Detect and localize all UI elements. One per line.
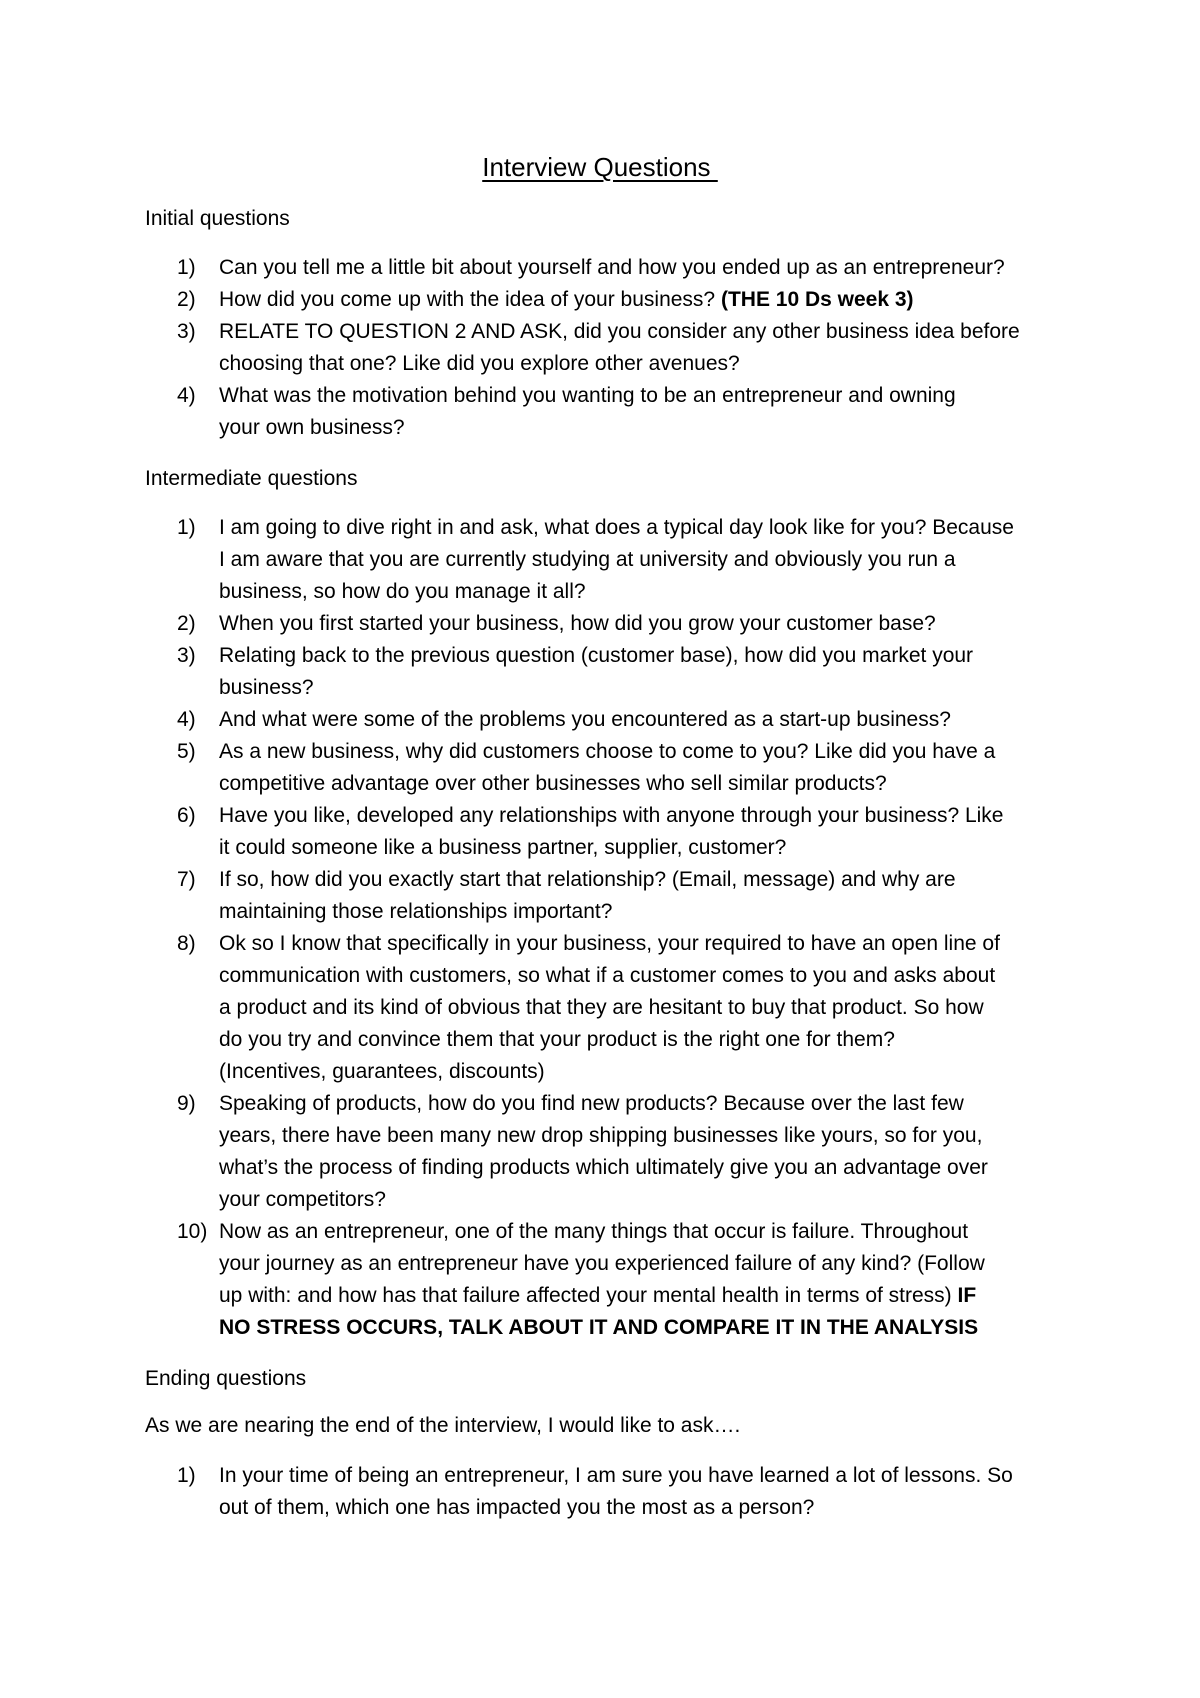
page-title: Interview Questions: [482, 152, 718, 182]
question-number: 5): [177, 740, 196, 763]
question-text-segment: a product and its kind of obvious that they are hesitant to buy that product. So how: [219, 996, 984, 1019]
question-text-line: [219, 672, 1075, 704]
question-item: [145, 1088, 1075, 1216]
question-text-segment: RELATE TO QUESTION 2 AND ASK, did you consider any other business idea before: [219, 320, 1020, 343]
question-text-line: [219, 608, 1075, 640]
question-number: 4): [177, 708, 196, 731]
question-item: [145, 864, 1075, 928]
question-text-segment: years, there have been many new drop shipping businesses like yours, so for you,: [219, 1124, 983, 1147]
question-item: [145, 800, 1075, 864]
question-text-segment: business, so how do you manage it all?: [219, 580, 586, 603]
question-item: [145, 1216, 1075, 1344]
question-text-line: [219, 800, 1075, 832]
question-item: [145, 608, 1075, 640]
question-text-line: [219, 1460, 1075, 1492]
question-text-segment: And what were some of the problems you encountered as a start-up business?: [219, 708, 951, 731]
ending-questions-heading: Ending questions: [145, 1367, 307, 1390]
question-item: [145, 284, 1075, 316]
question-text-segment: your competitors?: [219, 1188, 386, 1211]
question-text-line: [219, 928, 1075, 960]
question-text-line: [219, 896, 1075, 928]
question-text-line: [219, 1088, 1075, 1120]
question-text-line: [219, 544, 1075, 576]
question-text-segment: your own business?: [219, 416, 405, 439]
question-number: 4): [177, 384, 196, 407]
question-text-line: [219, 992, 1075, 1024]
question-item: [145, 252, 1075, 284]
question-text-line: [219, 864, 1075, 896]
question-text: [219, 380, 1075, 444]
question-number: 2): [177, 288, 196, 311]
question-item: [145, 704, 1075, 736]
question-text: [219, 284, 1075, 316]
question-text-segment: I am aware that you are currently studying at university and obviously you run a: [219, 548, 956, 571]
question-text-line: [219, 640, 1075, 672]
question-text-line: [219, 1248, 1075, 1280]
question-text: [219, 864, 1075, 928]
question-text-segment: Now as an entrepreneur, one of the many things that occur is failure. Throughout: [219, 1220, 969, 1243]
question-text-line: [219, 1152, 1075, 1184]
question-text-line: [219, 704, 1075, 736]
question-text-segment: (Incentives, guarantees, discounts): [219, 1060, 545, 1083]
question-text-line: [219, 1056, 1075, 1088]
question-text-line: [219, 576, 1075, 608]
question-text-segment: it could someone like a business partner, supplier, customer?: [219, 836, 787, 859]
ending-intro-text: As we are nearing the end of the interview, I would like to ask….: [145, 1414, 741, 1437]
question-text-segment: Relating back to the previous question (customer base), how did you market your: [219, 644, 974, 667]
question-number: 1): [177, 256, 196, 279]
question-number: 7): [177, 868, 196, 891]
question-number: 1): [177, 516, 196, 539]
question-text: [219, 736, 1075, 800]
question-text-segment: When you first started your business, how did you grow your customer base?: [219, 612, 936, 635]
question-item: [145, 512, 1075, 608]
question-text: [219, 640, 1075, 704]
question-text-line: [219, 1216, 1075, 1248]
ending-questions-list: [145, 1460, 1075, 1524]
question-text-line: [219, 512, 1075, 544]
question-text-segment: If so, how did you exactly start that relationship? (Email, message) and why are: [219, 868, 956, 891]
question-text-segment: In your time of being an entrepreneur, I am sure you have learned a lot of lessons. So: [219, 1464, 1013, 1487]
question-text-line: [219, 1024, 1075, 1056]
question-text-segment: what’s the process of finding products which ultimately give you an advantage over: [219, 1156, 988, 1179]
question-text: [219, 704, 1075, 736]
question-text-line: [219, 380, 1075, 412]
question-text-segment: out of them, which one has impacted you the most as a person?: [219, 1496, 815, 1519]
question-bold-note-line: NO STRESS OCCURS, TALK ABOUT IT AND COMPARE IT IN THE ANALYSIS: [219, 1316, 979, 1339]
question-item: [145, 1460, 1075, 1524]
question-number: 1): [177, 1464, 196, 1487]
question-text-line: [219, 832, 1075, 864]
question-text-line: [219, 960, 1075, 992]
question-number: 3): [177, 320, 196, 343]
initial-questions-heading: Initial questions: [145, 207, 290, 230]
question-text-line: [219, 284, 1075, 316]
question-number: 9): [177, 1092, 196, 1115]
question-text-line: [219, 768, 1075, 800]
question-text-segment: I am going to dive right in and ask, what does a typical day look like for you? Because: [219, 516, 1014, 539]
question-text-segment: competitive advantage over other businesses who sell similar products?: [219, 772, 887, 795]
question-item: [145, 316, 1075, 380]
question-item: [145, 928, 1075, 1088]
question-text: [219, 512, 1075, 608]
question-text-segment: Ok so I know that specifically in your business, your required to have an open line of: [219, 932, 1000, 955]
question-text: [219, 1460, 1075, 1524]
question-text-line: [219, 736, 1075, 768]
question-number: 2): [177, 612, 196, 635]
question-bold-note: IF: [957, 1284, 977, 1307]
question-text-segment: communication with customers, so what if a customer comes to you and asks about: [219, 964, 996, 987]
question-text-line: [219, 316, 1075, 348]
question-item: [145, 736, 1075, 800]
question-number: 10): [177, 1220, 208, 1243]
question-text-segment: up with: and how has that failure affected your mental health in terms of stress): [219, 1284, 958, 1307]
question-text-line: [219, 348, 1075, 380]
question-text-segment: What was the motivation behind you wanting to be an entrepreneur and owning: [219, 384, 956, 407]
question-text-segment: How did you come up with the idea of your business?: [219, 288, 721, 311]
question-text-segment: Can you tell me a little bit about yourself and how you ended up as an entrepreneur?: [219, 256, 1005, 279]
question-text: [219, 800, 1075, 864]
question-bold-note: (THE 10 Ds week 3): [720, 288, 914, 311]
question-text: [219, 316, 1075, 380]
question-text-line: [219, 1120, 1075, 1152]
question-text-segment: As a new business, why did customers choose to come to you? Like did you have a: [219, 740, 996, 763]
question-text: [219, 1088, 1075, 1216]
initial-questions-list: [145, 252, 1075, 444]
question-item: [145, 380, 1075, 444]
question-text: [219, 1216, 1075, 1344]
question-number: 3): [177, 644, 196, 667]
question-text-line: [219, 1280, 1075, 1312]
question-text-line: [219, 1184, 1075, 1216]
question-text-segment: your journey as an entrepreneur have you experienced failure of any kind? (Follow: [219, 1252, 985, 1275]
question-text-segment: Have you like, developed any relationships with anyone through your business? Like: [219, 804, 1004, 827]
question-text: [219, 608, 1075, 640]
question-text-segment: do you try and convince them that your product is the right one for them?: [219, 1028, 895, 1051]
question-text: [219, 928, 1075, 1088]
question-text-segment: choosing that one? Like did you explore other avenues?: [219, 352, 740, 375]
question-number: 8): [177, 932, 196, 955]
question-text-segment: business?: [219, 676, 314, 699]
question-text-segment: maintaining those relationships important?: [219, 900, 613, 923]
question-text-line: [219, 252, 1075, 284]
intermediate-questions-heading: Intermediate questions: [145, 467, 358, 490]
question-text-line: [219, 1492, 1075, 1524]
question-text-line: [219, 412, 1075, 444]
question-text: [219, 252, 1075, 284]
intermediate-questions-list: [145, 512, 1075, 1344]
question-text-segment: Speaking of products, how do you find new products? Because over the last few: [219, 1092, 964, 1115]
question-item: [145, 640, 1075, 704]
question-number: 6): [177, 804, 196, 827]
